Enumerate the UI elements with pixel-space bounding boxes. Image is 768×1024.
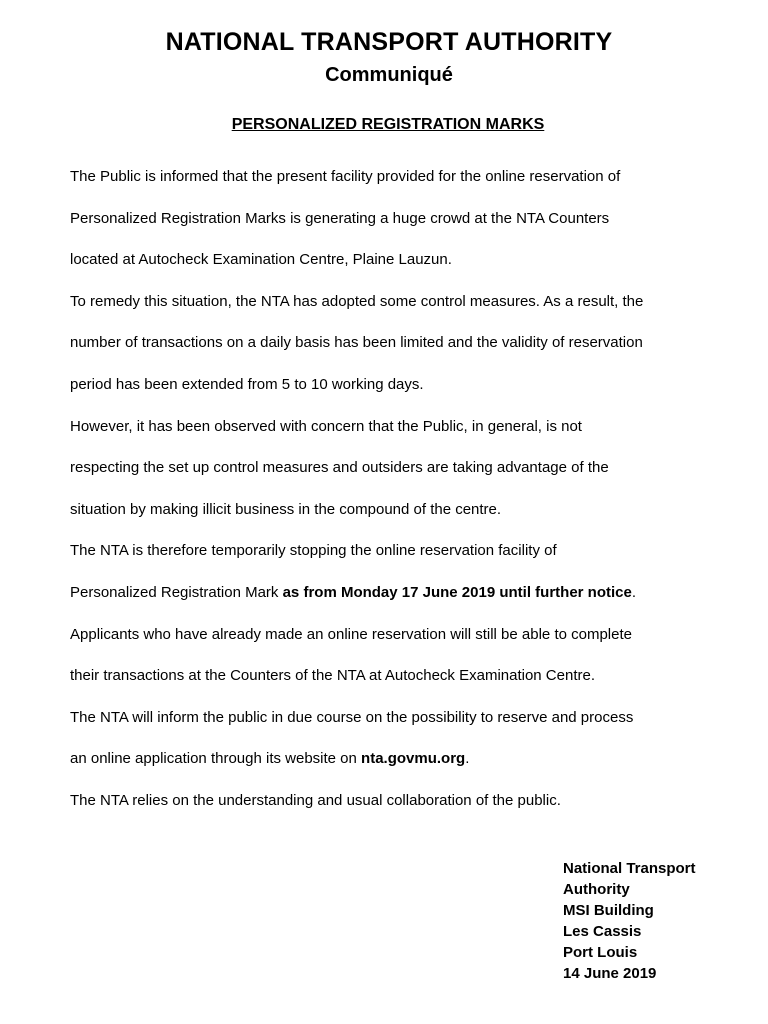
body-line-text: Personalized Registration Mark xyxy=(70,583,283,601)
body-line-period: . xyxy=(631,583,637,601)
signature-line: Port Louis xyxy=(563,944,638,961)
stop-date-emphasis: as from Monday 17 June 2019 until further notice xyxy=(282,583,632,601)
body-line: Applicants who have already made an online reservation will still be able to complete xyxy=(70,625,632,643)
body-line: located at Autocheck Examination Centre, Plaine Lauzun. xyxy=(70,251,452,269)
body-line: Personalized Registration Marks is generating a huge crowd at the NTA Counters xyxy=(70,209,610,227)
body-line: their transactions at the Counters of the NTA at Autocheck Examination Centre. xyxy=(70,667,595,685)
body-line: The Public is informed that the present facility provided for the online reservation of xyxy=(70,168,621,185)
body-line-website xyxy=(70,738,720,780)
communique-body xyxy=(70,156,720,822)
body-line: respecting the set up control measures and outsiders are taking advantage of the xyxy=(70,459,609,477)
body-line-stop-date xyxy=(70,572,720,614)
signature-date: 14 June 2019 xyxy=(563,965,657,982)
website-link: nta.govmu.org xyxy=(361,750,466,768)
section-heading: PERSONALIZED REGISTRATION MARKS xyxy=(231,116,545,133)
signature-block xyxy=(563,858,763,984)
body-line: situation by making illicit business in the compound of the centre. xyxy=(70,500,502,518)
body-line-period: . xyxy=(465,750,470,768)
body-line: The NTA relies on the understanding and usual collaboration of the public. xyxy=(70,791,561,809)
signature-line: Authority xyxy=(563,881,630,898)
body-line: However, it has been observed with concern that the Public, in general, is not xyxy=(70,417,582,435)
body-line: To remedy this situation, the NTA has adopted some control measures. As a result, the xyxy=(70,292,644,310)
body-line: The NTA will inform the public in due course on the possibility to reserve and process xyxy=(70,708,634,726)
body-line: number of transactions on a daily basis has been limited and the validity of reservation xyxy=(70,334,643,352)
document-title: NATIONAL TRANSPORT AUTHORITY xyxy=(165,28,613,56)
body-line: The NTA is therefore temporarily stopping the online reservation facility of xyxy=(70,542,557,560)
document-subtitle: Communiqué xyxy=(325,64,453,86)
signature-line: MSI Building xyxy=(563,902,654,919)
signature-line: Les Cassis xyxy=(563,923,642,940)
signature-line: National Transport xyxy=(563,860,696,877)
body-line-text: an online application through its website on xyxy=(70,750,362,768)
body-line: period has been extended from 5 to 10 working days. xyxy=(70,375,424,393)
